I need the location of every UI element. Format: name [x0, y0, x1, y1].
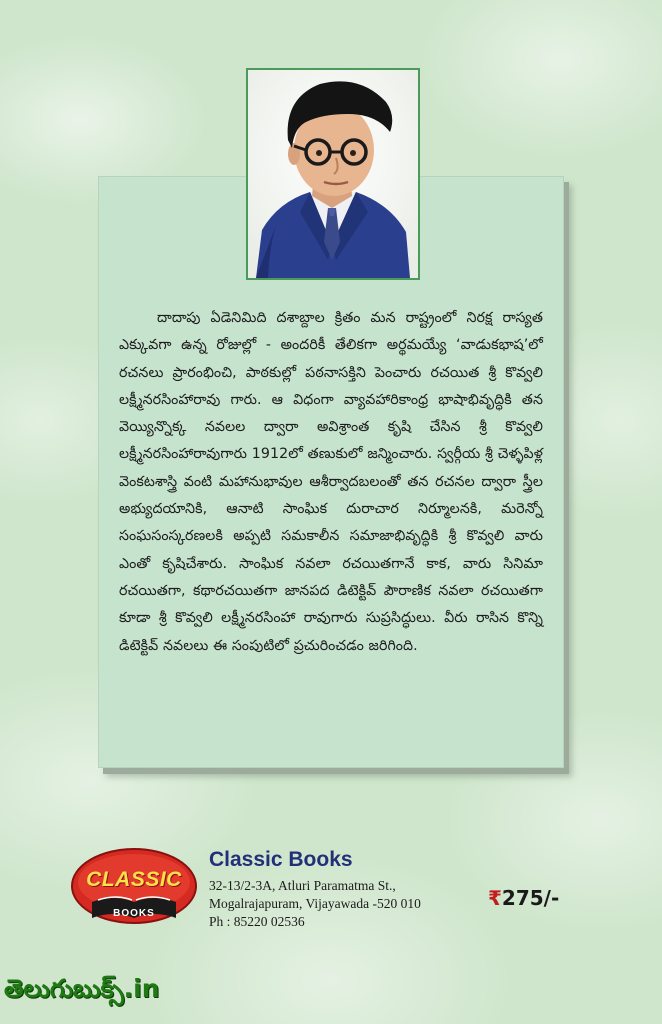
author-portrait-icon	[248, 70, 418, 278]
price-amount: 275/-	[501, 886, 560, 910]
rupee-symbol: ₹	[488, 886, 502, 910]
author-portrait	[246, 68, 420, 280]
publisher-name: Classic Books	[209, 848, 353, 871]
publisher-address-line2: Mogalrajapuram, Vijayawada -520 010	[209, 896, 421, 911]
logo-subtext: BOOKS	[113, 908, 155, 919]
logo-word: CLASSIC	[86, 868, 182, 891]
price-tag	[488, 886, 559, 910]
author-blurb: దాదాపు ఏడెనిమిది దశాబ్దాల క్రితం మన రాష్ట్రంలో నిరక్ష రాస్యత ఎక్కువగా ఉన్న రోజుల్లో - అందరికీ తేలికగా అర్థమయ్యే ‘వాడుకభాష’లో రచనలు ప్రారంభించి, పాఠకుల్లో పఠనాసక్తిని పెంచారు రచయిత శ్రీ కొవ్వలి లక్ష్మీనరసింహారావు గారు. ఆ విధంగా వ్యావహారికాంధ్ర భాషాభివృద్ధికి తన వెయ్యిన్నొక్క నవలల ద్వారా అవిశ్రాంత కృషి చేసిన శ్రీ కొవ్వలి లక్ష్మీనరసింహారావుగారు 1912లో తణుకులో జన్మించారు. స్వర్గీయ శ్రీ చెళ్ళపిళ్ల వెంకటశాస్త్రి వంటి మహానుభావుల ఆశీర్వాదబలంతో తన రచనల ద్వారా స్త్రీల అభ్యుదయానికి, ఆనాటి సాంఘిక దురాచార నిర్మూలనకి, మరెన్నో సంఘసంస్కరణలకి అప్పటి సమకాలీన సమాజాభివృద్ధికి శ్రీ కొవ్వలి వారు ఎంతో కృషిచేశారు. సాంఘిక నవలా రచయితగానే కాక, వారు సినిమా రచయితగా, కథారచయితగా జానపద డిటెక్టివ్ పౌరాణిక నవలా రచయితగా కూడా శ్రీ కొవ్వలి లక్ష్మీనరసింహా రావుగారు సుప్రసిద్ధులు. వీరు రాసిన కొన్ని డిటెక్టివ్ నవలలు ఈ సంపుటిలో ప్రచురించడం జరిగింది.	[119, 310, 543, 654]
publisher-address-line1: 32-13/2-3A, Atluri Paramatma St.,	[209, 878, 396, 893]
publisher-phone: Ph : 85220 02536	[209, 914, 305, 929]
publisher-logo	[70, 846, 198, 930]
site-watermark: తెలుగుబుక్స్.in	[4, 974, 160, 1003]
